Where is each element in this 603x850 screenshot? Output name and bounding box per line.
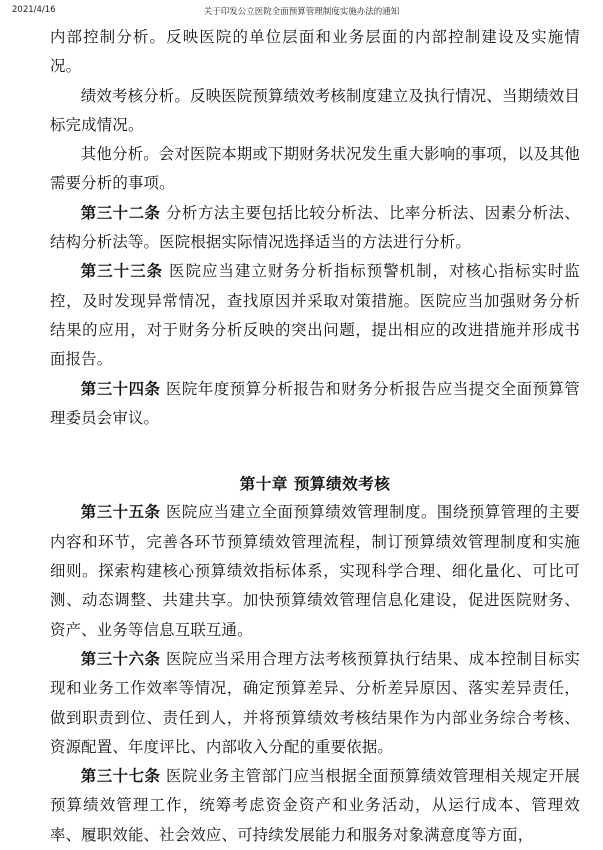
chapter-title: 第十章 预算绩效考核 xyxy=(239,474,391,494)
paragraph xyxy=(50,762,580,850)
article-number: 第三十七条 xyxy=(80,767,161,786)
paragraph-text: 医院年度预算分析报告和财务分析报告应当提交全面预算管理委员会审议。 xyxy=(50,379,580,427)
article-number: 第三十三条 xyxy=(80,262,164,281)
paragraph-text: 其他分析。会对医院本期或下期财务状况发生重大影响的事项，以及其他需要分析的事项。 xyxy=(50,145,580,193)
paragraph xyxy=(50,82,580,141)
paragraph xyxy=(50,257,580,374)
article-number: 第三十四条 xyxy=(80,379,161,398)
print-date: 2021/4/16 xyxy=(12,5,56,15)
paragraph-text: 医院应当建立全面预算绩效管理制度。围绕预算管理的主要内容和环节，完善各环节预算绩效管理流程，制订预算绩效管理制度和实施细则。探索构建核心预算绩效指标体系，实现科学合理、细化量化、可比可测、动态调整、共建共享。加快预算绩效管理信息化建设，促进医院财务、资产、业务等信息互联互通。 xyxy=(50,503,580,639)
paragraph xyxy=(50,645,580,762)
paragraph-text: 绩效考核分析。反映医院预算绩效考核制度建立及执行情况、当期绩效目标完成情况。 xyxy=(50,86,580,134)
article-number: 第三十五条 xyxy=(80,503,161,522)
paragraph-text: 医院业务主管部门应当根据全面预算绩效管理相关规定开展预算绩效管理工作，统筹考虑资金资产和业务活动，从运行成本、管理效率、履职效能、社会效应、可持续发展能力和服务对象满意度等方面， xyxy=(50,767,580,844)
paragraph-text: 医院应当建立财务分析指标预警机制，对核心指标实时监控，及时发现异常情况，查找原因并采取对策措施。医院应当加强财务分析结果的应用，对于财务分析反映的突出问题，提出相应的改进措施并形成书面报告。 xyxy=(50,262,580,369)
paragraph-text: 内部控制分析。反映医院的单位层面和业务层面的内部控制建设及实施情况。 xyxy=(50,28,580,76)
document-body xyxy=(50,23,580,850)
section-gap xyxy=(50,433,580,469)
paragraph xyxy=(50,199,580,258)
article-number: 第三十二条 xyxy=(80,203,161,222)
print-title: 关于印发公立医院全面预算管理制度实施办法的通知 xyxy=(203,7,400,17)
paragraph-text: 医院应当采用合理方法考核预算执行结果、成本控制目标实现和业务工作效率等情况，确定预算差异、分析差异原因、落实差异责任，做到职责到位、责任到人，并将预算绩效考核结果作为内部业务综合考核、资源配置、年度评比、内部收入分配的重要依据。 xyxy=(50,649,580,756)
paragraph xyxy=(50,375,580,434)
paragraphs-bottom xyxy=(50,498,580,850)
paragraphs-top xyxy=(50,23,580,433)
paragraph-text: 分析方法主要包括比较分析法、比率分析法、因素分析法、结构分析法等。医院根据实际情况选择适当的方法进行分析。 xyxy=(50,203,580,252)
paragraph xyxy=(50,23,580,82)
article-number: 第三十六条 xyxy=(80,649,161,668)
print-header xyxy=(0,5,603,19)
paragraph xyxy=(50,498,580,644)
paragraph xyxy=(50,140,580,199)
